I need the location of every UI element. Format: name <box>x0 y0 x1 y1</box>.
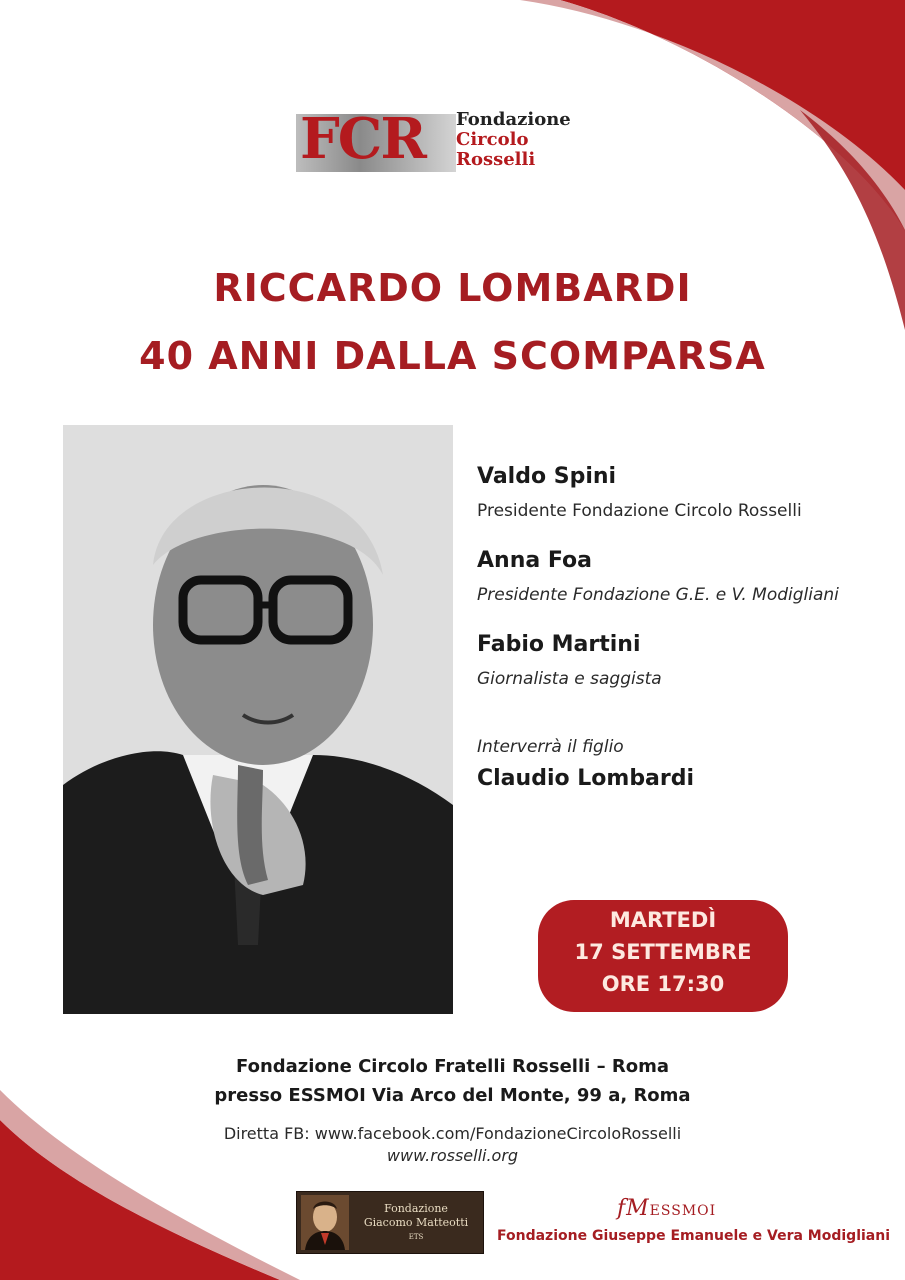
event-date-badge <box>538 900 788 1012</box>
event-date: 17 SETTEMBRE <box>574 940 752 964</box>
matteotti-line2: Giacomo Matteotti <box>363 1216 469 1229</box>
speaker-name: Fabio Martini <box>477 632 641 657</box>
portrait-illustration <box>63 425 453 1014</box>
venue-info <box>0 1052 905 1110</box>
matteotti-line3: ETS <box>408 1233 424 1241</box>
speaker-name: Anna Foa <box>477 548 592 573</box>
fcr-logo-letters: FCR <box>300 106 425 172</box>
speaker-role: Presidente Fondazione G.E. e V. Modigliani <box>477 585 839 605</box>
event-day: MARTEDÌ <box>609 908 717 932</box>
speakers-list <box>477 462 887 794</box>
venue-line1: Fondazione Circolo Fratelli Rosselli – Roma <box>236 1056 669 1077</box>
fcr-logo-line1: Fondazione <box>456 109 571 130</box>
essmoi-wordmark: ESSMOI <box>649 1203 717 1219</box>
matteotti-logo-text <box>353 1202 479 1244</box>
facebook-link[interactable]: Diretta FB: www.facebook.com/FondazioneCircoloRosselli <box>223 1124 682 1143</box>
venue-line2: presso ESSMOI Via Arco del Monte, 99 a, Roma <box>214 1085 691 1106</box>
website-link[interactable]: www.rosselli.org <box>386 1146 519 1165</box>
fcr-logo-line3: Rosselli <box>456 149 536 170</box>
matteotti-logo <box>296 1191 484 1254</box>
event-title-line1: RICCARDO LOMBARDI <box>213 266 692 310</box>
event-title-line2: 40 ANNI DALLA SCOMPARSA <box>139 334 766 378</box>
speaker-role: Presidente Fondazione Circolo Rosselli <box>477 501 802 521</box>
intervention-name: Claudio Lombardi <box>477 766 695 791</box>
stream-info <box>0 1123 905 1167</box>
matteotti-portrait-icon <box>301 1195 349 1250</box>
essmoi-mark <box>617 1196 716 1221</box>
modigliani-foundation-name: Fondazione Giuseppe Emanuele e Vera Modigliani <box>497 1228 891 1244</box>
fcr-logo-words <box>456 110 571 170</box>
matteotti-line1: Fondazione <box>384 1202 448 1215</box>
intervention-intro: Interverrà il figlio <box>477 737 624 757</box>
speaker-role: Giornalista e saggista <box>477 669 662 689</box>
fcr-logo <box>296 106 596 174</box>
speaker-name: Valdo Spini <box>477 464 617 489</box>
portrait-photo <box>63 425 453 1014</box>
essmoi-fm-monogram: fM <box>617 1196 650 1221</box>
fcr-logo-line2: Circolo <box>456 129 529 150</box>
essmoi-logo <box>497 1194 891 1252</box>
event-time: ORE 17:30 <box>601 972 725 996</box>
